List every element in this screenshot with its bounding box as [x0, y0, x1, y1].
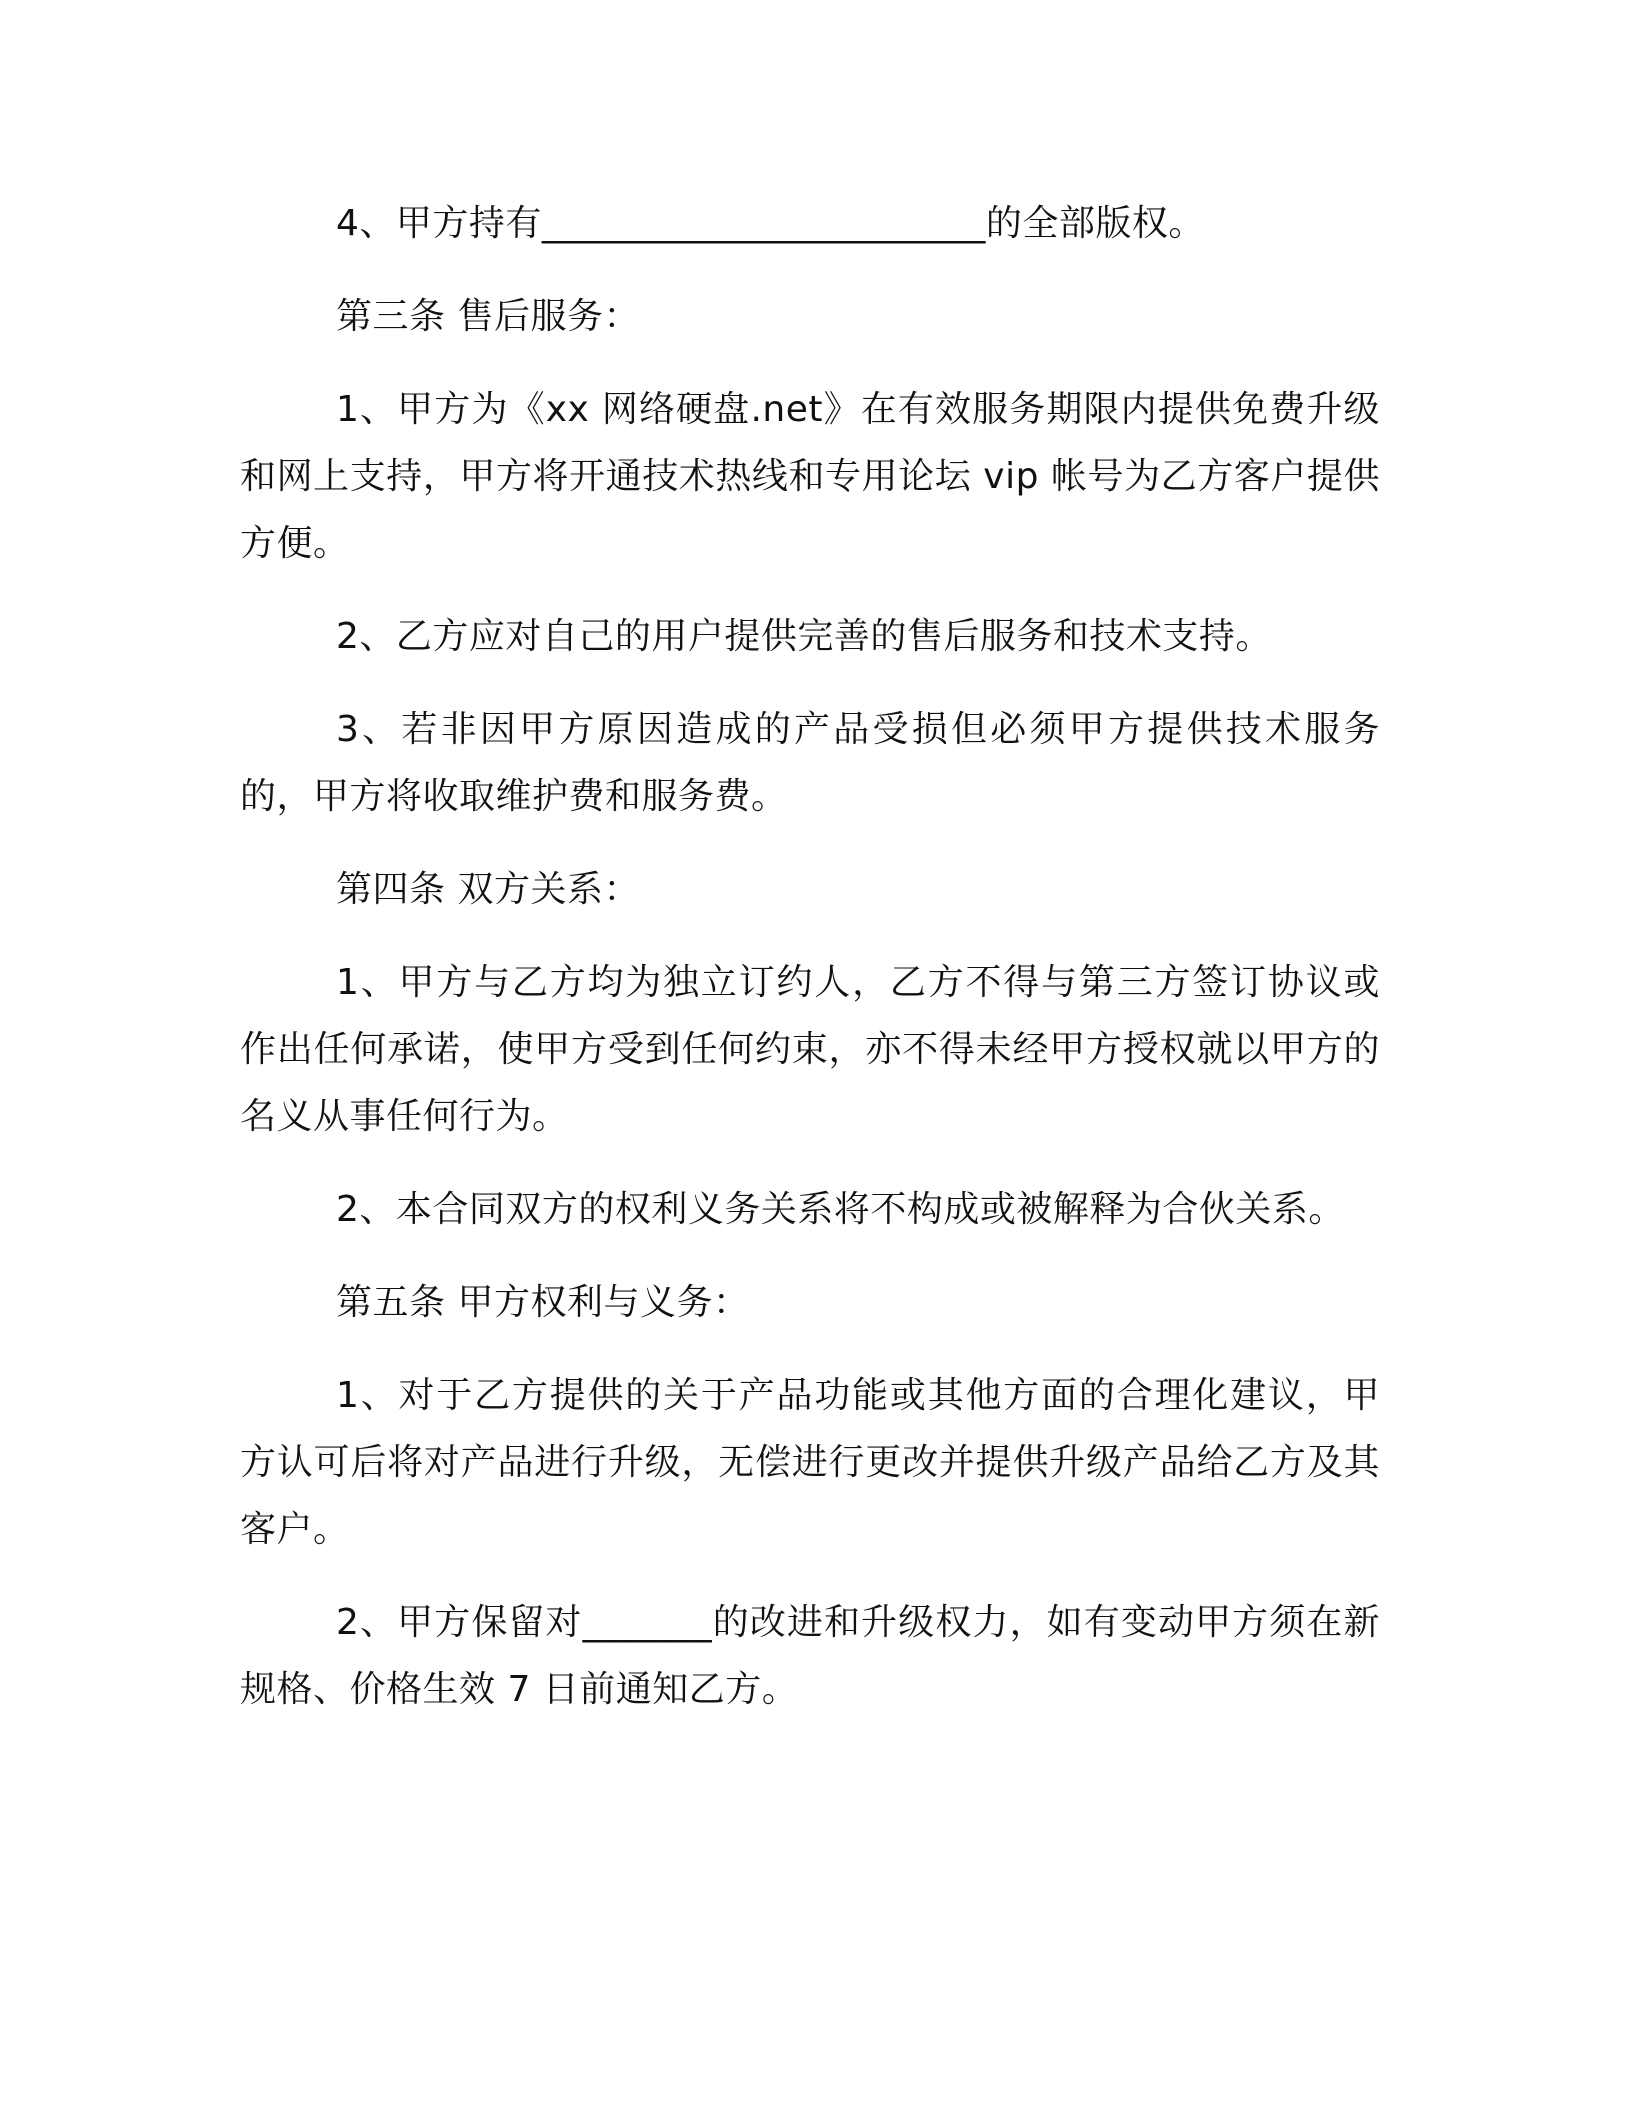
- article-3-heading: 第三条 售后服务：: [336, 296, 640, 337]
- article-5-item-1: 1、对于乙方提供的关于产品功能或其他方面的合理化建议，甲方认可后将对产品进行升级，无偿进行更改并提供升级产品给乙方及其客户。: [240, 1375, 1380, 1550]
- article-3-item-2: 2、乙方应对自己的用户提供完善的售后服务和技术支持。: [336, 616, 1272, 657]
- article-3-item-1: 1、甲方为《xx 网络硬盘.net》在有效服务期限内提供免费升级和网上支持，甲方将开通技术热线和专用论坛 vip 帐号为乙方客户提供方便。: [240, 389, 1380, 564]
- article-4-heading: 第四条 双方关系：: [336, 869, 640, 910]
- article-4-item-2: 2、本合同双方的权利义务关系将不构成或被解释为合伙关系。: [336, 1189, 1345, 1230]
- article-3-item-3: 3、若非因甲方原因造成的产品受损但必须甲方提供技术服务的，甲方将收取维护费和服务费。: [240, 709, 1380, 817]
- article-5-item-2: 2、甲方保留对_______的改进和升级权力，如有变动甲方须在新规格、价格生效 7 日前通知乙方。: [240, 1602, 1380, 1710]
- document-body: [240, 190, 1380, 1749]
- article-5-heading: 第五条 甲方权利与义务：: [336, 1282, 750, 1323]
- article-4-item-1: 1、甲方与乙方均为独立订约人，乙方不得与第三方签订协议或作出任何承诺，使甲方受到任何约束，亦不得未经甲方授权就以甲方的名义从事任何行为。: [240, 962, 1380, 1137]
- clause-3-item-4: 4、甲方持有________________________的全部版权。: [336, 203, 1205, 244]
